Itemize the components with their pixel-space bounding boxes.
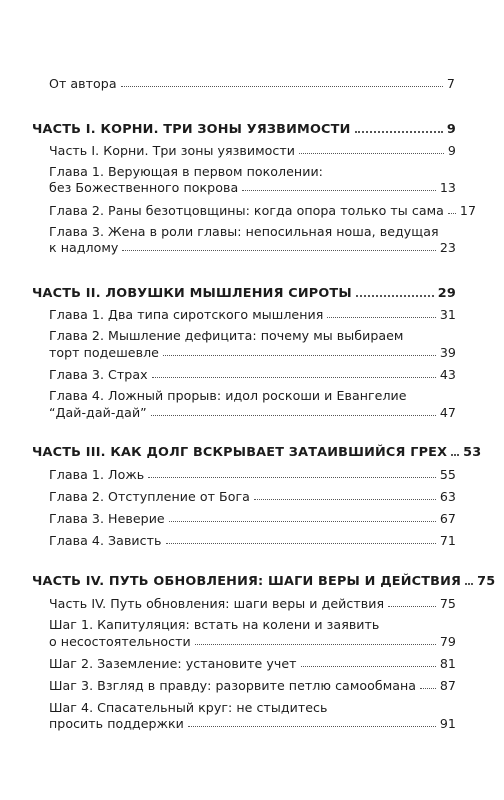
toc-entry-page: 9	[447, 143, 456, 158]
toc-entry	[49, 533, 456, 548]
toc-entry-title: От автора	[49, 76, 117, 91]
toc-part-page: 29	[437, 286, 456, 301]
toc-entry-title: Шаг 2. Заземление: установите учет	[49, 656, 297, 671]
dot-leader	[327, 316, 435, 318]
toc-entry-title: Глава 3. Неверие	[49, 511, 165, 526]
toc-entry-line: Глава 1. Верующая в первом поколении:	[49, 164, 323, 179]
toc-entry	[49, 240, 456, 255]
toc-entry-page: 23	[439, 240, 456, 255]
dot-leader	[122, 249, 435, 251]
dot-leader	[301, 665, 436, 667]
dot-leader	[195, 643, 436, 645]
toc-entry-title: Глава 1. Два типа сиротского мышления	[49, 307, 324, 322]
dot-leader	[121, 85, 443, 87]
toc-part-title: ЧАСТЬ III. КАК ДОЛГ ВСКРЫВАЕТ ЗАТАИВШИЙСЯ ГРЕХ	[32, 445, 448, 460]
dot-leader	[356, 294, 434, 297]
toc-part-title: ЧАСТЬ IV. ПУТЬ ОБНОВЛЕНИЯ: ШАГИ ВЕРЫ И ДЕЙСТВИЯ	[32, 574, 462, 589]
dot-leader	[169, 520, 436, 522]
toc-entry-line: Глава 4. Ложный прорыв: идол роскоши и Евангелие	[49, 388, 407, 403]
toc-entry	[49, 511, 456, 526]
toc-part-page: 9	[446, 122, 456, 137]
dot-leader	[163, 354, 436, 356]
toc-entry-page: 75	[439, 596, 456, 611]
toc-entry-title: торт подешевле	[49, 345, 159, 360]
toc-entry-page: 55	[439, 467, 456, 482]
toc-entry-line: Шаг 4. Спасательный круг: не стыдитесь	[49, 700, 328, 715]
dot-leader	[388, 605, 436, 607]
toc-entry-page: 39	[439, 345, 456, 360]
dot-leader	[188, 725, 436, 727]
toc-entry-page: 43	[439, 367, 456, 382]
toc-entry-page: 81	[439, 656, 456, 671]
toc-entry-title: Часть I. Корни. Три зоны уязвимости	[49, 143, 296, 158]
toc-entry-title: о несостоятельности	[49, 634, 191, 649]
toc-entry	[49, 345, 456, 360]
toc-entry-line: Глава 2. Мышление дефицита: почему мы выбираем	[49, 328, 404, 343]
toc-entry-page: 71	[439, 533, 456, 548]
toc-entry-page: 47	[439, 405, 456, 420]
toc-entry-intro	[49, 76, 455, 91]
toc-entry-page: 13	[439, 180, 456, 195]
toc-entry	[49, 143, 456, 158]
toc-part-title: ЧАСТЬ II. ЛОВУШКИ МЫШЛЕНИЯ СИРОТЫ	[32, 286, 352, 301]
dot-leader	[465, 582, 473, 585]
toc-entry-title: Глава 2. Раны безотцовщины: когда опора только ты сама	[49, 203, 444, 218]
toc-entry	[49, 307, 456, 322]
dot-leader	[166, 542, 436, 544]
toc-part-page: 53	[463, 445, 482, 460]
dot-leader	[420, 687, 436, 689]
toc-part-title: ЧАСТЬ I. КОРНИ. ТРИ ЗОНЫ УЯЗВИМОСТИ	[32, 122, 351, 137]
toc-entry-page: 87	[439, 678, 456, 693]
toc-entry	[49, 596, 456, 611]
toc-entry	[49, 180, 456, 195]
dot-leader	[355, 130, 443, 133]
toc-entry-page: 79	[439, 634, 456, 649]
dot-leader	[451, 453, 459, 456]
dot-leader	[299, 152, 444, 154]
toc-entry-title: “Дай-дай-дай”	[49, 405, 147, 420]
toc-part-2	[32, 286, 456, 301]
toc-entry-title: Глава 1. Ложь	[49, 467, 145, 482]
toc-entry	[49, 203, 477, 218]
toc-entry-title: Часть IV. Путь обновления: шаги веры и действия	[49, 596, 385, 611]
toc-entry-page: 91	[439, 716, 456, 731]
toc-entry	[49, 489, 456, 504]
dot-leader	[254, 498, 436, 500]
toc-entry-title: Шаг 3. Взгляд в правду: разорвите петлю самообмана	[49, 678, 417, 693]
toc-part-3	[32, 445, 482, 460]
toc-entry-title: к надлому	[49, 240, 119, 255]
dot-leader	[148, 476, 436, 478]
toc-entry-page: 17	[459, 203, 477, 218]
dot-leader	[448, 212, 456, 214]
toc-entry	[49, 467, 456, 482]
toc-part-1	[32, 122, 456, 137]
toc-entry	[49, 678, 456, 693]
toc-entry-title: Глава 3. Страх	[49, 367, 148, 382]
toc-part-page: 75	[477, 574, 496, 589]
toc-entry-title: просить поддержки	[49, 716, 184, 731]
toc-entry-page: 63	[439, 489, 456, 504]
toc-entry-line: Шаг 1. Капитуляция: встать на колени и заявить	[49, 617, 380, 632]
dot-leader	[242, 189, 436, 191]
dot-leader	[152, 376, 436, 378]
toc-entry-page: 67	[439, 511, 456, 526]
toc-entry	[49, 634, 456, 649]
toc-entry	[49, 367, 456, 382]
toc-entry-page: 7	[446, 76, 455, 91]
toc-entry	[49, 716, 456, 731]
toc-entry-line: Глава 3. Жена в роли главы: непосильная ноша, ведущая	[49, 224, 439, 239]
toc-part-4	[32, 574, 496, 589]
dot-leader	[151, 414, 436, 416]
toc-entry-title: без Божественного покрова	[49, 180, 239, 195]
toc-entry-title: Глава 4. Зависть	[49, 533, 162, 548]
toc-entry-title: Глава 2. Отступление от Бога	[49, 489, 250, 504]
toc-entry-page: 31	[439, 307, 456, 322]
toc-entry	[49, 405, 456, 420]
toc-entry	[49, 656, 456, 671]
